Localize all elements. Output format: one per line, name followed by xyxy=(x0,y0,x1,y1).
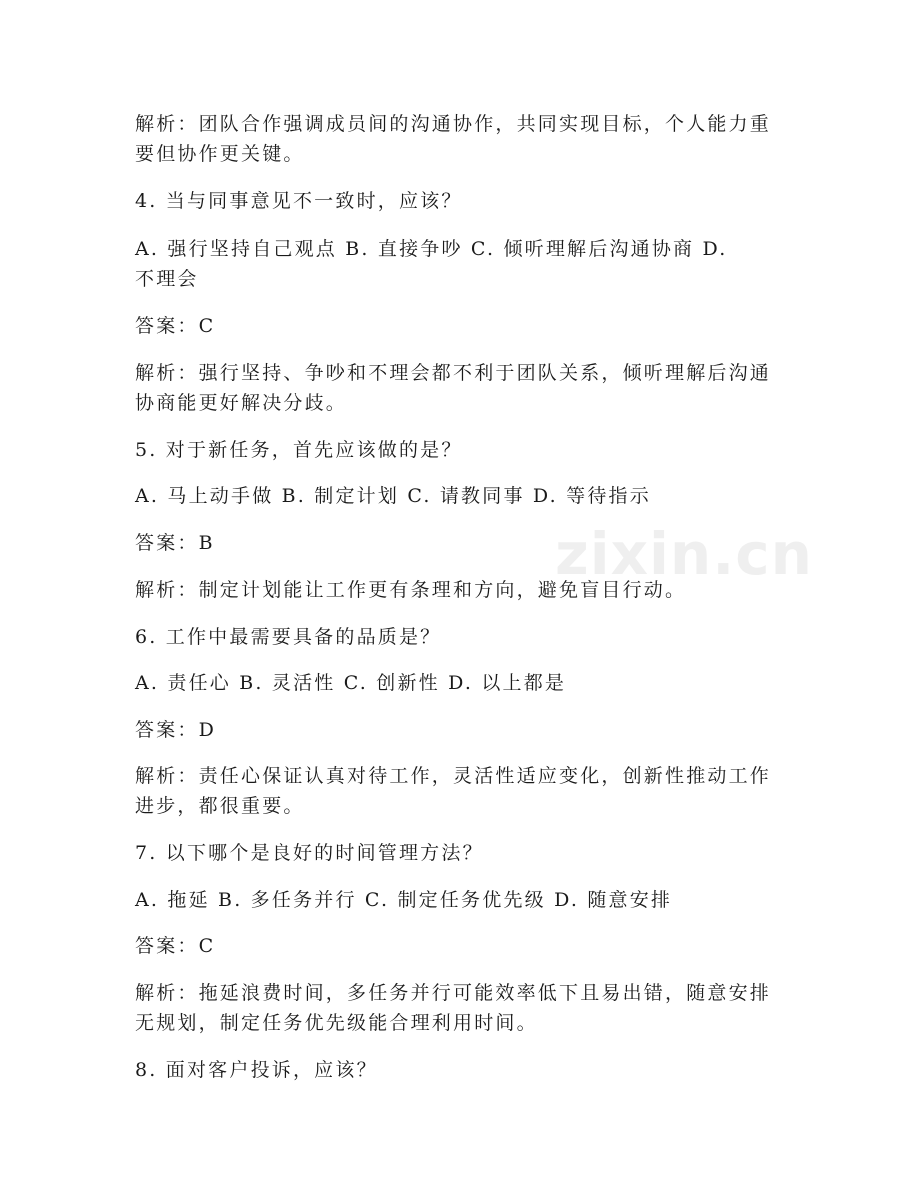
analysis-q4-line-1: 解析：强行坚持、争吵和不理会都不利于团队关系，倾听理解后沟通 xyxy=(135,362,772,384)
question-5: 5. 对于新任务，首先应该做的是？ xyxy=(135,439,463,461)
question-6: 6. 工作中最需要具备的品质是？ xyxy=(135,626,442,648)
answer-q5: 答案：B xyxy=(135,532,215,554)
watermark: zixin.cn xyxy=(555,520,813,588)
options-q5: A. 马上动手做 B. 制定计划 C. 请教同事 D. 等待指示 xyxy=(135,485,651,507)
question-4: 4. 当与同事意见不一致时，应该？ xyxy=(135,190,463,212)
answer-q4: 答案：C xyxy=(135,315,216,337)
options-q4-line-1: A. 强行坚持自己观点 B. 直接争吵 C. 倾听理解后沟通协商 D. xyxy=(135,238,728,260)
options-q4-line-2: 不理会 xyxy=(135,268,199,290)
answer-q7: 答案：C xyxy=(135,935,216,957)
question-8: 8. 面对客户投诉，应该？ xyxy=(135,1059,378,1081)
options-q7: A. 拖延 B. 多任务并行 C. 制定任务优先级 D. 随意安排 xyxy=(135,889,673,911)
answer-q6: 答案：D xyxy=(135,719,217,741)
analysis-q5: 解析：制定计划能让工作更有条理和方向，避免盲目行动。 xyxy=(135,579,687,601)
analysis-q6-line-1: 解析：责任心保证认真对待工作，灵活性适应变化，创新性推动工作 xyxy=(135,765,772,787)
options-q6: A. 责任心 B. 灵活性 C. 创新性 D. 以上都是 xyxy=(135,672,567,694)
analysis-q7-line-2: 无规划，制定任务优先级能合理利用时间。 xyxy=(135,1012,538,1034)
analysis-q6-line-2: 进步，都很重要。 xyxy=(135,795,305,817)
analysis-q4-line-2: 协商能更好解决分歧。 xyxy=(135,392,348,414)
question-7: 7. 以下哪个是良好的时间管理方法？ xyxy=(135,842,484,864)
analysis-q7-line-1: 解析：拖延浪费时间，多任务并行可能效率低下且易出错，随意安排 xyxy=(135,982,772,1004)
analysis-q3-line-1: 解析：团队合作强调成员间的沟通协作，共同实现目标，个人能力重 xyxy=(135,113,772,135)
analysis-q3-line-2: 要但协作更关键。 xyxy=(135,143,305,165)
